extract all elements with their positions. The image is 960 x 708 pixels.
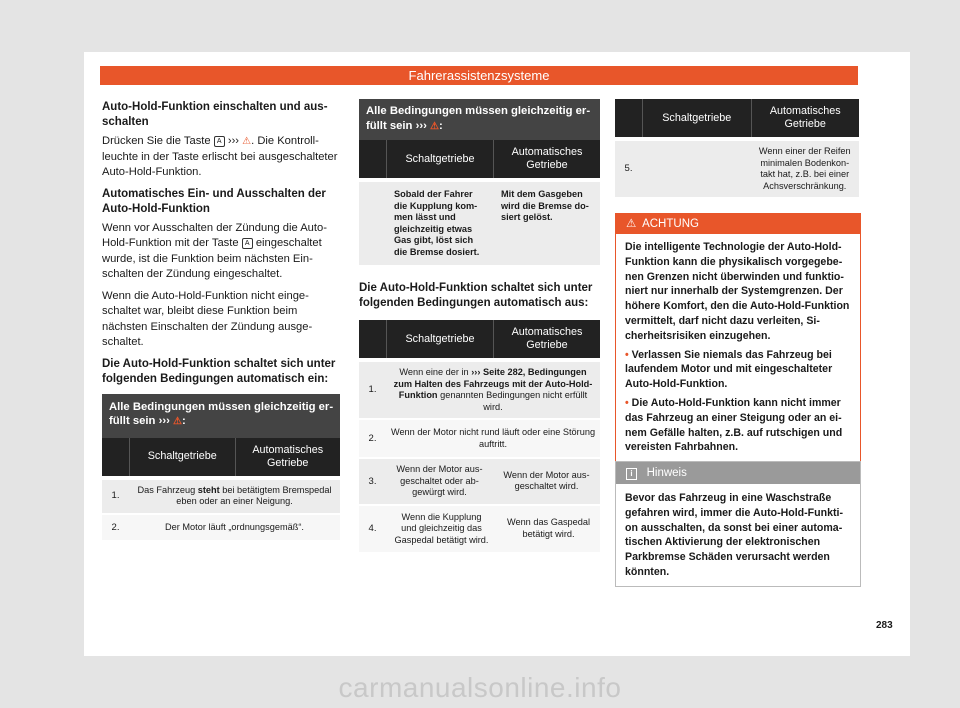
heading-auto-off-conditions: Die Auto-Hold-Funktion schaltet sich unter folgenden Bedingungen automatisch aus:	[359, 282, 593, 309]
bullet-icon: •	[625, 396, 629, 409]
heading-automatic-switching: Automatisches Ein- und Ausschalten der Auto-Hold-Funktion	[102, 187, 326, 215]
table-row: 1. Wenn eine der in ››› Seite 282, Bedingungen zum Halten des Fahrzeugs mit der Auto-Hold-Funktion genannten Bedingungen nicht erfüllt wird.	[359, 362, 600, 418]
table-row: 1. Das Fahrzeug steht bei betätigtem Bremspedal eben oder an einer Neigung.	[102, 480, 340, 513]
table-row: 5. Wenn einer der Reifen minimalen Bodenkontakt hat, z.B. bei einer Achsverschränkung.	[615, 141, 859, 197]
auto-hold-button-icon: A	[214, 136, 225, 147]
table-header: Schaltgetriebe Automatisches Getriebe	[359, 320, 600, 358]
table-row: 2. Wenn der Motor nicht rund läuft oder eine Störung auftritt.	[359, 420, 600, 457]
paragraph-press-button: Drücken Sie die Taste A ››› ⚠. Die Kontrollleuchte in der Taste erlischt bei ausgeschalteter Auto-Hold-Funktion.	[102, 135, 338, 178]
column-left	[102, 100, 340, 540]
table-row: 3. Wenn der Motor ausgeschaltet oder abgewürgt wird. Wenn der Motor ausgeschaltet wird.	[359, 459, 600, 504]
heading-auto-on-conditions: Die Auto-Hold-Funktion schaltet sich unter folgenden Bedingungen automatisch ein:	[102, 357, 336, 385]
table-header	[102, 438, 340, 476]
paragraph-ignition-off: Wenn die Auto-Hold-Funktion nicht eingeschaltet war, bleibt diese Funktion beim nächsten Einschalten der Zündung ausgeschaltet.	[102, 289, 313, 348]
warning-triangle-icon: ⚠	[173, 416, 182, 427]
warning-box	[615, 213, 861, 462]
col-automatic: Automatisches Getriebe	[235, 438, 341, 476]
table-row: Sobald der Fahrer die Kupplung kommen lässt und gleichzeitig etwas Gas gibt, löst sich die Bremse dosiert. Mit dem Gasgeben wird die Bremse dosiert gelöst.	[359, 182, 600, 265]
col-manual: Schaltgetriebe	[129, 438, 235, 476]
auto-hold-button-icon: A	[242, 238, 253, 249]
warning-bullet: • Verlassen Sie niemals das Fahrzeug bei laufendem Motor und mit eingeschalteter Auto-Hold-Funktion.	[625, 348, 833, 391]
page-number: 283	[876, 620, 893, 631]
warning-body: Die intelligente Technologie der Auto-Hold-Funktion kann die physikalisch vorgegebenen Grenzen nicht überwinden und funktioniert nur innerhalb der Systemgrenzen. Der höhere Komfort, den die Auto-Hold-Funktion vermittelt, darf nicht dazu verleiten, Sicherheitsrisiken einzugehen. • Verlassen Sie niemals das Fahrzeug bei laufendem Motor und mit eingeschalteter Auto-Hold-Funktion. • Die Auto-Hold-Funktion kann nicht immer das Fahrzeug an einer Steigung oder an einem Gefälle halten, z.B. auf rutschigen und vereisten Fahrbahnen.	[616, 234, 860, 461]
warning-triangle-icon: ⚠	[626, 218, 637, 230]
watermark: carmanualsonline.info	[338, 672, 622, 703]
column-right	[615, 99, 859, 197]
table-header: Schaltgetriebe Automatisches Getriebe	[615, 99, 859, 137]
table-header: Schaltgetriebe Automatisches Getriebe	[359, 140, 600, 178]
warning-triangle-icon: ⚠	[242, 136, 252, 147]
table-title: Alle Bedingungen müssen gleichzeitig erfüllt sein ››› ⚠:	[102, 394, 340, 438]
info-icon: i	[626, 468, 637, 480]
conditions-table-on	[102, 394, 340, 541]
table-title: Alle Bedingungen müssen gleichzeitig erfüllt sein ››› ⚠:	[359, 99, 600, 140]
table-row: 4. Wenn die Kupplung und gleichzeitig das Gaspedal betätigt wird. Wenn das Gaspedal betätigt wird.	[359, 506, 600, 553]
hint-header: i Hinweis	[616, 462, 860, 484]
heading-switch-on-off: Auto-Hold-Funktion einschalten und ausschalten	[102, 101, 328, 128]
bullet-icon: •	[625, 348, 629, 361]
paragraph-ignition-on: Wenn vor Ausschalten der Zündung die Auto-Hold-Funktion mit der Taste A eingeschaltet wurde, ist die Funktion beim nächsten Einschalten der Zündung eingeschaltet.	[102, 221, 327, 280]
warning-header: ⚠ ACHTUNG	[616, 214, 860, 234]
warning-triangle-icon: ⚠	[430, 120, 439, 132]
hint-body: Bevor das Fahrzeug in eine Waschstraße gefahren wird, immer die Auto-Hold-Funktion ausschalten, da sonst bei einer automatischen Aktivierung der elektronischen Parkbremse Schäden verursacht werden könnten.	[625, 492, 843, 578]
column-middle	[359, 99, 600, 552]
hint-box	[615, 461, 861, 587]
warning-bullet: • Die Auto-Hold-Funktion kann nicht immer das Fahrzeug an einer Steigung oder an einem Gefälle halten, z.B. auf rutschigen und vereisten Fahrbahnen.	[625, 396, 843, 454]
table-row: 2. Der Motor läuft „ordnungsgemäß“.	[102, 515, 340, 541]
conditions-table-manual	[359, 99, 600, 265]
conditions-table-off-continued	[615, 99, 859, 197]
section-banner: Fahrerassistenzsysteme	[100, 66, 858, 85]
conditions-table-off	[359, 320, 600, 552]
